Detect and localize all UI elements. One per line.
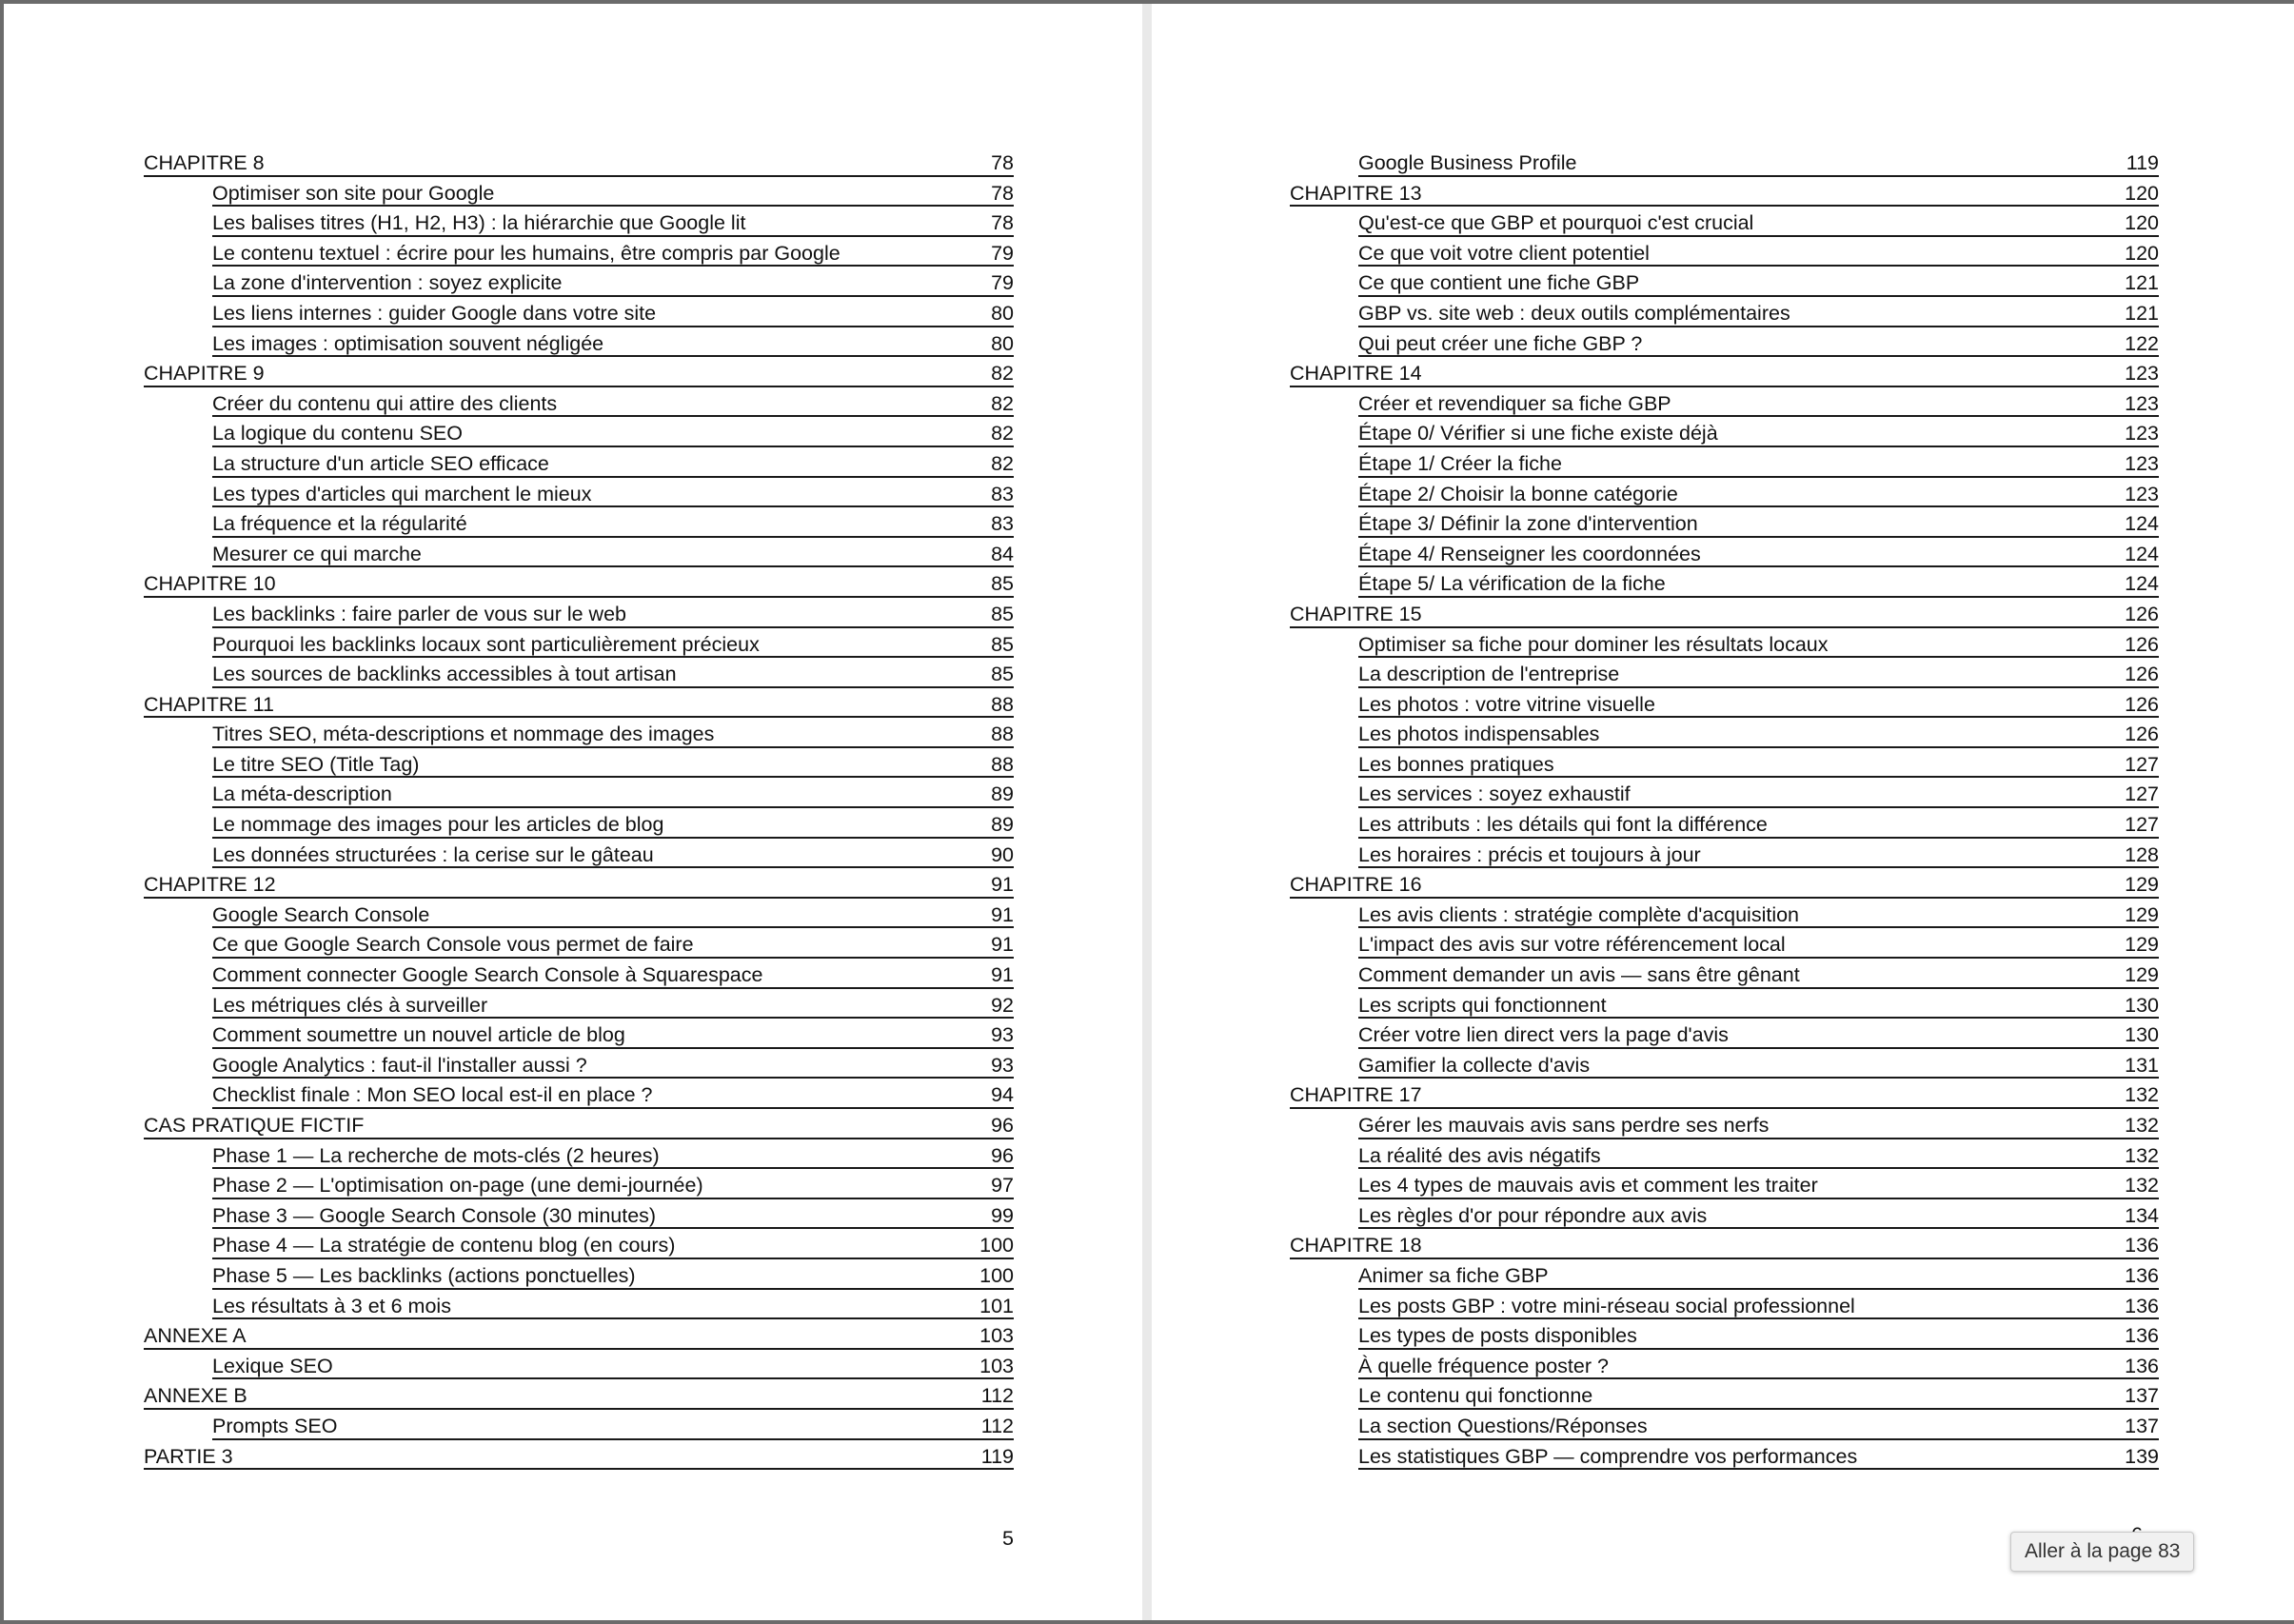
- toc-entry-page: 130: [2125, 993, 2159, 1017]
- toc-entry-title: Phase 3 — Google Search Console (30 minutes): [212, 1203, 657, 1227]
- page-5: [4, 4, 1142, 1620]
- toc-section-link[interactable]: [212, 1169, 1014, 1199]
- toc-entry-page: 121: [2125, 271, 2159, 295]
- toc-section-link[interactable]: [1358, 748, 2159, 779]
- toc-section-link[interactable]: [1358, 658, 2159, 688]
- toc-entry-page: 82: [991, 391, 1014, 415]
- toc-entry-page: 97: [991, 1174, 1014, 1198]
- toc-entry-page: 91: [991, 963, 1014, 987]
- toc-entry-title: Le titre SEO (Title Tag): [212, 752, 420, 776]
- toc-section-link[interactable]: [212, 1290, 1014, 1320]
- toc-section-link[interactable]: [1358, 1379, 2159, 1410]
- toc-entry-title: Les bonnes pratiques: [1358, 752, 1554, 776]
- toc-entry-page: 129: [2125, 963, 2159, 987]
- toc-entry-title: Lexique SEO: [212, 1354, 333, 1377]
- toc-entry-title: Les attributs : les détails qui font la différence: [1358, 813, 1768, 837]
- toc-chapter-link[interactable]: [144, 688, 1014, 719]
- toc-entry-title: CHAPITRE 18: [1290, 1234, 1422, 1258]
- toc-entry-page: 91: [991, 873, 1014, 897]
- toc-entry-title: Les posts GBP : votre mini-réseau social professionnel: [1358, 1294, 1855, 1317]
- toc-section-link[interactable]: [1358, 959, 2159, 989]
- toc-entry-page: 103: [979, 1354, 1014, 1377]
- toc-entry-page: 85: [991, 632, 1014, 656]
- toc-entry-title: Pourquoi les backlinks locaux sont particulièrement précieux: [212, 632, 760, 656]
- toc-entry-page: 85: [991, 602, 1014, 625]
- toc-entry-title: Optimiser son site pour Google: [212, 181, 495, 205]
- toc-chapter-link[interactable]: [1290, 177, 2159, 208]
- toc-entry-title: CHAPITRE 14: [1290, 362, 1422, 386]
- toc-entry-title: Les images : optimisation souvent négligée: [212, 331, 604, 355]
- toc-entry-title: La logique du contenu SEO: [212, 422, 463, 446]
- toc-section-link[interactable]: [212, 207, 1014, 237]
- toc-entry-page: 78: [991, 181, 1014, 205]
- toc-entry-page: 129: [2125, 902, 2159, 926]
- toc-entry-page: 120: [2125, 181, 2159, 205]
- toc-entry-page: 93: [991, 1053, 1014, 1077]
- toc-section-link[interactable]: [1358, 478, 2159, 508]
- toc-section-link[interactable]: [1358, 1199, 2159, 1230]
- toc-entry-title: Gérer les mauvais avis sans perdre ses nerfs: [1358, 1114, 1770, 1137]
- toc-entry-title: Phase 5 — Les backlinks (actions ponctuelles): [212, 1263, 636, 1287]
- toc-entry-page: 137: [2125, 1384, 2159, 1408]
- toc-section-link[interactable]: [212, 748, 1014, 779]
- toc-entry-page: 80: [991, 301, 1014, 325]
- toc-section-link[interactable]: [1358, 538, 2159, 568]
- toc-entry-title: CHAPITRE 8: [144, 151, 265, 174]
- toc-entry-page: 128: [2125, 842, 2159, 866]
- toc-section-link[interactable]: [212, 1350, 1014, 1380]
- toc-entry-title: La description de l'entreprise: [1358, 663, 1620, 686]
- toc-entry-title: Étape 2/ Choisir la bonne catégorie: [1358, 482, 1678, 505]
- toc-entry-page: 130: [2125, 1023, 2159, 1047]
- toc-chapter-link[interactable]: [1290, 868, 2159, 899]
- toc-entry-title: Le contenu qui fonctionne: [1358, 1384, 1593, 1408]
- toc-chapter-link[interactable]: [1290, 1079, 2159, 1109]
- toc-section-link[interactable]: [212, 839, 1014, 869]
- toc-entry-title: Qui peut créer une fiche GBP ?: [1358, 331, 1643, 355]
- toc-entry-title: Les photos indispensables: [1358, 723, 1600, 746]
- toc-section-link[interactable]: [212, 327, 1014, 358]
- toc-chapter-link[interactable]: [144, 868, 1014, 899]
- toc-section-link[interactable]: [212, 1019, 1014, 1049]
- toc-chapter-link[interactable]: [144, 147, 1014, 177]
- toc-section-link[interactable]: [1358, 839, 2159, 869]
- toc-entry-page: 112: [980, 1414, 1014, 1437]
- toc-entry-title: Les scripts qui fonctionnent: [1358, 993, 1607, 1017]
- toc-entry-title: Les sources de backlinks accessibles à tout artisan: [212, 663, 677, 686]
- toc-chapter-link[interactable]: [144, 1109, 1014, 1139]
- toc-entry-page: 123: [2125, 391, 2159, 415]
- toc-section-link[interactable]: [1358, 1440, 2159, 1471]
- toc-entry-title: À quelle fréquence poster ?: [1358, 1354, 1609, 1377]
- toc-entry-title: Les types de posts disponibles: [1358, 1324, 1637, 1348]
- toc-entry-page: 85: [991, 572, 1014, 596]
- toc-entry-page: 122: [2125, 331, 2159, 355]
- toc-entry-page: 93: [991, 1023, 1014, 1047]
- toc-chapter-link[interactable]: [144, 1319, 1014, 1350]
- toc-section-link[interactable]: [1358, 808, 2159, 839]
- toc-entry-title: La section Questions/Réponses: [1358, 1414, 1648, 1437]
- toc-entry-page: 83: [991, 512, 1014, 536]
- toc-entry-title: ANNEXE A: [144, 1324, 247, 1348]
- toc-section-link[interactable]: [212, 899, 1014, 929]
- toc-section-link[interactable]: [1358, 267, 2159, 297]
- toc-entry-page: 126: [2125, 663, 2159, 686]
- toc-entry-page: 136: [2125, 1354, 2159, 1377]
- toc-entry-title: CAS PRATIQUE FICTIF: [144, 1114, 365, 1137]
- toc-section-link[interactable]: [1358, 1350, 2159, 1380]
- toc-entry-page: 88: [991, 723, 1014, 746]
- toc-entry-page: 134: [2125, 1203, 2159, 1227]
- toc-section-link[interactable]: [212, 1139, 1014, 1170]
- toc-entry-title: La fréquence et la régularité: [212, 512, 467, 536]
- table-of-contents-left: [144, 147, 1014, 1470]
- toc-entry-page: 123: [2125, 482, 2159, 505]
- toc-entry-title: Google Business Profile: [1358, 151, 1577, 174]
- toc-entry-title: Checklist finale : Mon SEO local est-il en place ?: [212, 1083, 653, 1107]
- toc-section-link[interactable]: [1358, 327, 2159, 358]
- toc-entry-page: 137: [2125, 1414, 2159, 1437]
- toc-entry-title: Les liens internes : guider Google dans votre site: [212, 301, 657, 325]
- toc-entry-title: CHAPITRE 15: [1290, 602, 1422, 625]
- toc-entry-title: Phase 2 — L'optimisation on-page (une demi-journée): [212, 1174, 703, 1198]
- toc-entry-page: 100: [979, 1263, 1014, 1287]
- toc-entry-page: 89: [991, 782, 1014, 806]
- toc-section-link[interactable]: [1358, 507, 2159, 538]
- toc-entry-title: Phase 4 — La stratégie de contenu blog (en cours): [212, 1234, 676, 1258]
- toc-entry-title: Les résultats à 3 et 6 mois: [212, 1294, 451, 1317]
- toc-section-link[interactable]: [1358, 1169, 2159, 1199]
- toc-entry-title: Les 4 types de mauvais avis et comment les traiter: [1358, 1174, 1818, 1198]
- toc-chapter-link[interactable]: [1290, 598, 2159, 628]
- toc-entry-title: CHAPITRE 17: [1290, 1083, 1422, 1107]
- toc-entry-page: 126: [2125, 602, 2159, 625]
- toc-entry-title: Les horaires : précis et toujours à jour: [1358, 842, 1701, 866]
- toc-section-link[interactable]: [1358, 447, 2159, 478]
- toc-section-link[interactable]: [212, 267, 1014, 297]
- toc-entry-title: Le contenu textuel : écrire pour les humains, être compris par Google: [212, 241, 840, 265]
- toc-entry-title: Créer votre lien direct vers la page d'avis: [1358, 1023, 1729, 1047]
- toc-entry-page: 123: [2125, 422, 2159, 446]
- toc-section-link[interactable]: [212, 808, 1014, 839]
- toc-entry-title: Comment soumettre un nouvel article de blog: [212, 1023, 625, 1047]
- toc-entry-title: Google Search Console: [212, 902, 430, 926]
- toc-entry-page: 124: [2125, 572, 2159, 596]
- toc-entry-page: 136: [2125, 1294, 2159, 1317]
- toc-entry-page: 127: [2125, 782, 2159, 806]
- toc-entry-title: Créer du contenu qui attire des clients: [212, 391, 558, 415]
- toc-entry-page: 120: [2125, 211, 2159, 235]
- toc-entry-title: Les types d'articles qui marchent le mieux: [212, 482, 592, 505]
- toc-entry-title: Qu'est-ce que GBP et pourquoi c'est crucial: [1358, 211, 1754, 235]
- toc-entry-page: 94: [991, 1083, 1014, 1107]
- toc-entry-page: 91: [991, 902, 1014, 926]
- toc-section-link[interactable]: [1358, 628, 2159, 659]
- toc-section-link[interactable]: [1358, 417, 2159, 447]
- toc-section-link[interactable]: [1358, 899, 2159, 929]
- toc-section-link[interactable]: [1358, 1259, 2159, 1290]
- toc-section-link[interactable]: [212, 598, 1014, 628]
- toc-entry-page: 126: [2125, 692, 2159, 716]
- toc-entry-title: PARTIE 3: [144, 1444, 233, 1468]
- toc-chapter-link[interactable]: [144, 1440, 1014, 1471]
- toc-chapter-link[interactable]: [144, 1379, 1014, 1410]
- toc-entry-title: Étape 4/ Renseigner les coordonnées: [1358, 542, 1701, 565]
- toc-entry-page: 124: [2125, 512, 2159, 536]
- toc-entry-page: 123: [2125, 451, 2159, 475]
- toc-entry-title: La zone d'intervention : soyez explicite: [212, 271, 563, 295]
- toc-entry-title: CHAPITRE 13: [1290, 181, 1422, 205]
- toc-entry-page: 96: [991, 1114, 1014, 1137]
- toc-section-link[interactable]: [212, 658, 1014, 688]
- toc-entry-title: Comment demander un avis — sans être gênant: [1358, 963, 1800, 987]
- toc-entry-title: Ce que voit votre client potentiel: [1358, 241, 1650, 265]
- toc-chapter-link[interactable]: [1290, 1229, 2159, 1259]
- toc-section-link[interactable]: [212, 447, 1014, 478]
- toc-entry-title: Gamifier la collecte d'avis: [1358, 1053, 1591, 1077]
- toc-entry-page: 88: [991, 692, 1014, 716]
- toc-section-link[interactable]: [212, 1229, 1014, 1259]
- toc-entry-page: 127: [2125, 813, 2159, 837]
- toc-entry-title: Animer sa fiche GBP: [1358, 1263, 1549, 1287]
- toc-section-link[interactable]: [1358, 928, 2159, 959]
- toc-section-link[interactable]: [1358, 1319, 2159, 1350]
- toc-chapter-link[interactable]: [1290, 357, 2159, 387]
- toc-entry-page: 136: [2125, 1263, 2159, 1287]
- toc-section-link[interactable]: [212, 1259, 1014, 1290]
- toc-entry-page: 78: [991, 151, 1014, 174]
- toc-entry-page: 121: [2125, 301, 2159, 325]
- toc-entry-title: Ce que contient une fiche GBP: [1358, 271, 1640, 295]
- toc-entry-page: 80: [991, 331, 1014, 355]
- table-of-contents-right: [1290, 147, 2159, 1470]
- toc-section-link[interactable]: [1358, 688, 2159, 719]
- toc-entry-title: Les métriques clés à surveiller: [212, 993, 488, 1017]
- toc-section-link[interactable]: [1358, 1109, 2159, 1139]
- toc-section-link[interactable]: [1358, 1049, 2159, 1079]
- toc-section-link[interactable]: [212, 417, 1014, 447]
- toc-entry-page: 120: [2125, 241, 2159, 265]
- go-to-page-tooltip[interactable]: Aller à la page 83: [2010, 1532, 2194, 1572]
- toc-entry-page: 88: [991, 752, 1014, 776]
- toc-entry-title: Les statistiques GBP — comprendre vos performances: [1358, 1444, 1858, 1468]
- toc-section-link[interactable]: [1358, 1410, 2159, 1440]
- page-6: [1152, 4, 2294, 1620]
- toc-entry-title: L'impact des avis sur votre référencement local: [1358, 933, 1786, 957]
- toc-section-link[interactable]: [212, 177, 1014, 208]
- toc-section-link[interactable]: [1358, 387, 2159, 418]
- toc-entry-title: Google Analytics : faut-il l'installer aussi ?: [212, 1053, 587, 1077]
- toc-entry-page: 79: [991, 271, 1014, 295]
- toc-section-link[interactable]: [212, 297, 1014, 327]
- toc-entry-page: 139: [2125, 1444, 2159, 1468]
- toc-entry-title: Les balises titres (H1, H2, H3) : la hiérarchie que Google lit: [212, 211, 746, 235]
- toc-entry-title: Mesurer ce qui marche: [212, 542, 422, 565]
- toc-entry-page: 136: [2125, 1324, 2159, 1348]
- toc-entry-page: 126: [2125, 723, 2159, 746]
- toc-entry-page: 119: [2126, 151, 2159, 174]
- toc-entry-title: La structure d'un article SEO efficace: [212, 451, 549, 475]
- toc-entry-page: 96: [991, 1143, 1014, 1167]
- toc-entry-page: 126: [2125, 632, 2159, 656]
- toc-entry-page: 132: [2125, 1143, 2159, 1167]
- toc-section-link[interactable]: [212, 1079, 1014, 1109]
- toc-section-link[interactable]: [212, 1049, 1014, 1079]
- toc-entry-title: Les règles d'or pour répondre aux avis: [1358, 1203, 1708, 1227]
- toc-entry-title: La méta-description: [212, 782, 392, 806]
- toc-entry-page: 132: [2125, 1114, 2159, 1137]
- toc-entry-page: 129: [2125, 933, 2159, 957]
- toc-section-link[interactable]: [212, 628, 1014, 659]
- toc-chapter-link[interactable]: [144, 357, 1014, 387]
- toc-entry-page: 99: [991, 1203, 1014, 1227]
- toc-section-link[interactable]: [212, 778, 1014, 808]
- toc-entry-page: 132: [2125, 1083, 2159, 1107]
- toc-section-link[interactable]: [1358, 1019, 2159, 1049]
- toc-entry-page: 123: [2125, 362, 2159, 386]
- toc-entry-page: 131: [2125, 1053, 2159, 1077]
- page-number: 5: [1002, 1527, 1014, 1550]
- toc-entry-page: 89: [991, 813, 1014, 837]
- toc-entry-page: 92: [991, 993, 1014, 1017]
- toc-section-link[interactable]: [1358, 567, 2159, 598]
- toc-entry-title: Prompts SEO: [212, 1414, 338, 1437]
- toc-entry-page: 103: [979, 1324, 1014, 1348]
- toc-entry-page: 90: [991, 842, 1014, 866]
- toc-entry-title: Étape 5/ La vérification de la fiche: [1358, 572, 1666, 596]
- toc-entry-page: 100: [979, 1234, 1014, 1258]
- toc-section-link[interactable]: [1358, 147, 2159, 177]
- toc-entry-title: CHAPITRE 10: [144, 572, 276, 596]
- toc-entry-page: 83: [991, 482, 1014, 505]
- toc-entry-title: Optimiser sa fiche pour dominer les résultats locaux: [1358, 632, 1829, 656]
- toc-entry-title: Étape 3/ Définir la zone d'intervention: [1358, 512, 1698, 536]
- toc-section-link[interactable]: [212, 538, 1014, 568]
- toc-section-link[interactable]: [212, 387, 1014, 418]
- toc-entry-title: GBP vs. site web : deux outils complémentaires: [1358, 301, 1790, 325]
- toc-section-link[interactable]: [1358, 989, 2159, 1020]
- toc-entry-page: 91: [991, 933, 1014, 957]
- toc-entry-title: CHAPITRE 9: [144, 362, 265, 386]
- toc-entry-title: CHAPITRE 12: [144, 873, 276, 897]
- toc-entry-page: 136: [2125, 1234, 2159, 1258]
- toc-entry-page: 112: [980, 1384, 1014, 1408]
- toc-section-link[interactable]: [212, 1410, 1014, 1440]
- toc-entry-title: CHAPITRE 16: [1290, 873, 1422, 897]
- toc-entry-title: ANNEXE B: [144, 1384, 247, 1408]
- toc-entry-title: Étape 0/ Vérifier si une fiche existe déjà: [1358, 422, 1718, 446]
- toc-section-link[interactable]: [212, 718, 1014, 748]
- toc-entry-page: 84: [991, 542, 1014, 565]
- toc-entry-page: 132: [2125, 1174, 2159, 1198]
- toc-entry-page: 127: [2125, 752, 2159, 776]
- toc-section-link[interactable]: [212, 507, 1014, 538]
- toc-entry-page: 101: [979, 1294, 1014, 1317]
- toc-entry-title: Étape 1/ Créer la fiche: [1358, 451, 1562, 475]
- toc-entry-page: 85: [991, 663, 1014, 686]
- toc-entry-page: 129: [2125, 873, 2159, 897]
- toc-section-link[interactable]: [212, 478, 1014, 508]
- toc-entry-page: 124: [2125, 542, 2159, 565]
- toc-section-link[interactable]: [1358, 207, 2159, 237]
- toc-entry-title: Les backlinks : faire parler de vous sur le web: [212, 602, 626, 625]
- toc-entry-title: Créer et revendiquer sa fiche GBP: [1358, 391, 1671, 415]
- toc-entry-title: Le nommage des images pour les articles de blog: [212, 813, 664, 837]
- toc-section-link[interactable]: [212, 1199, 1014, 1230]
- toc-entry-title: Les photos : votre vitrine visuelle: [1358, 692, 1655, 716]
- toc-section-link[interactable]: [1358, 1139, 2159, 1170]
- toc-section-link[interactable]: [212, 989, 1014, 1020]
- toc-chapter-link[interactable]: [144, 567, 1014, 598]
- toc-section-link[interactable]: [1358, 1290, 2159, 1320]
- toc-section-link[interactable]: [1358, 778, 2159, 808]
- toc-entry-page: 82: [991, 362, 1014, 386]
- toc-entry-page: 79: [991, 241, 1014, 265]
- toc-section-link[interactable]: [212, 237, 1014, 267]
- toc-entry-title: Les services : soyez exhaustif: [1358, 782, 1631, 806]
- toc-entry-page: 82: [991, 422, 1014, 446]
- toc-entry-title: Les données structurées : la cerise sur le gâteau: [212, 842, 654, 866]
- toc-entry-title: Les avis clients : stratégie complète d'acquisition: [1358, 902, 1800, 926]
- toc-entry-title: Comment connecter Google Search Console à Squarespace: [212, 963, 763, 987]
- toc-entry-page: 78: [991, 211, 1014, 235]
- document-viewer: [4, 4, 2294, 1620]
- toc-entry-title: Titres SEO, méta-descriptions et nommage des images: [212, 723, 715, 746]
- toc-entry-title: Phase 1 — La recherche de mots-clés (2 heures): [212, 1143, 660, 1167]
- toc-section-link[interactable]: [212, 959, 1014, 989]
- toc-entry-title: Ce que Google Search Console vous permet de faire: [212, 933, 694, 957]
- toc-section-link[interactable]: [1358, 237, 2159, 267]
- toc-section-link[interactable]: [1358, 297, 2159, 327]
- toc-section-link[interactable]: [1358, 718, 2159, 748]
- toc-section-link[interactable]: [212, 928, 1014, 959]
- toc-entry-page: 119: [980, 1444, 1014, 1468]
- toc-entry-title: La réalité des avis négatifs: [1358, 1143, 1601, 1167]
- toc-entry-title: CHAPITRE 11: [144, 692, 274, 716]
- toc-entry-page: 82: [991, 451, 1014, 475]
